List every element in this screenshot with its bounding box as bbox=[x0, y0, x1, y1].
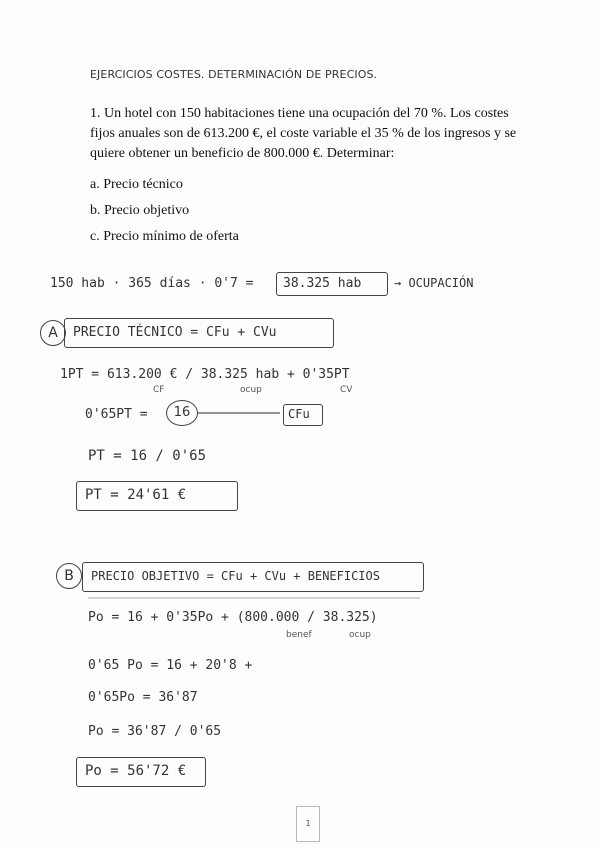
hw-precio-objetivo-formula: PRECIO OBJETIVO = CFu + CVu + BENEFICIOS bbox=[91, 569, 380, 583]
page-number: 1 bbox=[296, 806, 320, 842]
hw-occupancy-value: 38.325 hab bbox=[283, 276, 362, 291]
hw-b-benef-note: benef bbox=[286, 630, 312, 640]
problem-statement: 1. Un hotel con 150 habitaciones tiene una ocupación del 70 %. Los costes fijos anuales son de 613.200 €, el coste variable el 35 % de los ingresos y se quiere obtener un beneficio de 800.000 €. Determinar: bbox=[90, 106, 517, 161]
hw-section-b-label: B bbox=[56, 563, 82, 589]
hw-a-cv-note: CV bbox=[340, 385, 353, 395]
hw-a-line1: 1PT = 613.200 € / 38.325 hab + 0'35PT bbox=[60, 367, 350, 382]
option-b: b. Precio objetivo bbox=[90, 203, 190, 218]
option-a: a. Precio técnico bbox=[90, 177, 183, 192]
hw-b-ocup-note: ocup bbox=[349, 630, 371, 640]
hw-b-line4: Po = 36'87 / 0'65 bbox=[88, 724, 222, 739]
hw-b-result: Po = 56'72 € bbox=[85, 763, 187, 779]
hw-b-line2: 0'65 Po = 16 + 20'8 + bbox=[88, 658, 253, 673]
hw-a-line3: PT = 16 / 0'65 bbox=[88, 448, 207, 464]
hw-b-line3: 0'65Po = 36'87 bbox=[88, 690, 198, 705]
hw-section-a-label: A bbox=[40, 320, 66, 346]
hw-a-ocup-note: ocup bbox=[240, 385, 262, 395]
document-header: EJERCICIOS COSTES. DETERMINACIÓN DE PRECIOS. bbox=[90, 68, 378, 81]
hw-a-circled-value: 16 bbox=[166, 400, 198, 426]
hw-a-cfu-label: CFu bbox=[288, 407, 310, 421]
hw-a-line2: 0'65PT = bbox=[85, 407, 148, 422]
hw-b-line1: Po = 16 + 0'35Po + (800.000 / 38.325) bbox=[88, 610, 378, 625]
option-c: c. Precio mínimo de oferta bbox=[90, 229, 239, 244]
hw-occupancy-label: → OCUPACIÓN bbox=[394, 276, 474, 290]
hw-a-cf-note: CF bbox=[153, 385, 165, 395]
hw-a-result: PT = 24'61 € bbox=[85, 487, 187, 503]
hw-occupancy-calc: 150 hab · 365 días · 0'7 = bbox=[50, 276, 254, 291]
hw-precio-tecnico-formula: PRECIO TÉCNICO = CFu + CVu bbox=[73, 325, 277, 340]
